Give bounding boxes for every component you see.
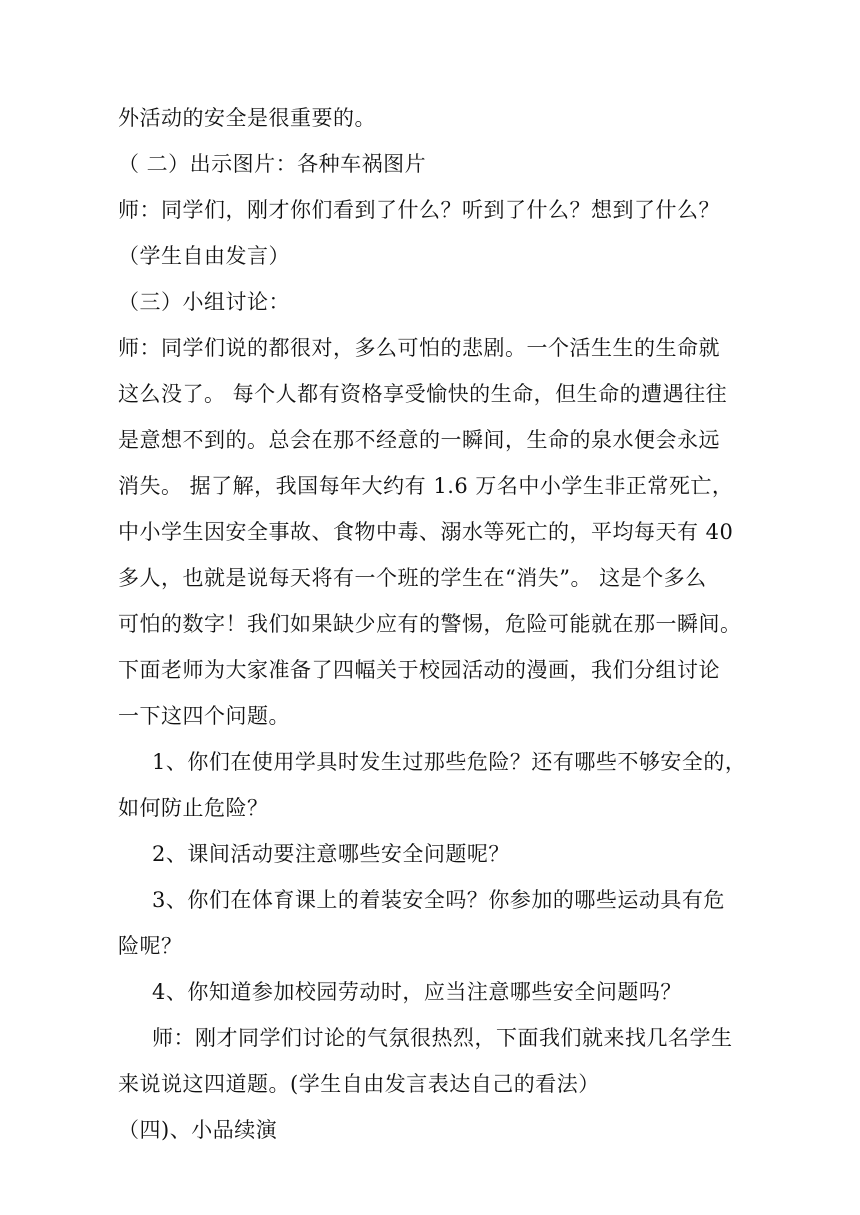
question-3: 3、你们在体育课上的着装安全吗？你参加的哪些运动具有危: [152, 888, 725, 912]
text-line-14: 一下这四个问题。: [118, 704, 290, 728]
text-line-8: 是意想不到的。总会在那不经意的一瞬间，生命的泉水便会永远: [118, 428, 720, 452]
text-line-7: 这么没了。 每个人都有资格享受愉快的生命，但生命的遭遇往往: [118, 382, 728, 406]
question-4: 4、你知道参加校园劳动时，应当注意哪些安全问题吗？: [152, 980, 682, 1004]
text-line-9: 消失。 据了解，我国每年大约有 1.6 万名中小学生非正常死亡，: [118, 474, 734, 498]
document-page: [118, 95, 778, 1153]
text-line-4: （学生自由发言）: [118, 244, 290, 268]
text-line-12: 可怕的数字！我们如果缺少应有的警惕，危险可能就在那一瞬间。: [118, 612, 742, 636]
text-line-10: 中小学生因安全事故、食物中毒、溺水等死亡的，平均每天有 40: [118, 520, 734, 544]
text-line-6: 师：同学们说的都很对，多么可怕的悲剧。一个活生生的生命就: [118, 336, 720, 360]
question-2: 2、课间活动要注意哪些安全问题呢？: [152, 842, 510, 866]
question-1-continued: 如何防止危险？: [118, 796, 269, 820]
section-heading-2: （ 二）出示图片：各种车祸图片: [118, 152, 427, 176]
text-line-21: 师：刚才同学们讨论的气氛很热烈，下面我们就来找几名学生: [152, 1026, 733, 1050]
text-line-11: 多人，也就是说每天将有一个班的学生在“消失”。 这是个多么: [118, 566, 707, 590]
text-line-3: 师：同学们，刚才你们看到了什么？听到了什么？想到了什么？: [118, 198, 720, 222]
text-line-1: 外活动的安全是很重要的。: [118, 106, 376, 130]
question-3-continued: 险呢？: [118, 934, 183, 958]
section-heading-3: （三）小组讨论：: [118, 290, 290, 314]
text-line-13: 下面老师为大家准备了四幅关于校园活动的漫画，我们分组讨论: [118, 658, 720, 682]
text-line-22: 来说说这四道题。(学生自由发言表达自己的看法）: [118, 1072, 600, 1096]
question-1: 1、你们在使用学具时发生过那些危险？还有哪些不够安全的，: [152, 750, 747, 774]
section-heading-4: （四)、小品续演: [118, 1118, 278, 1142]
